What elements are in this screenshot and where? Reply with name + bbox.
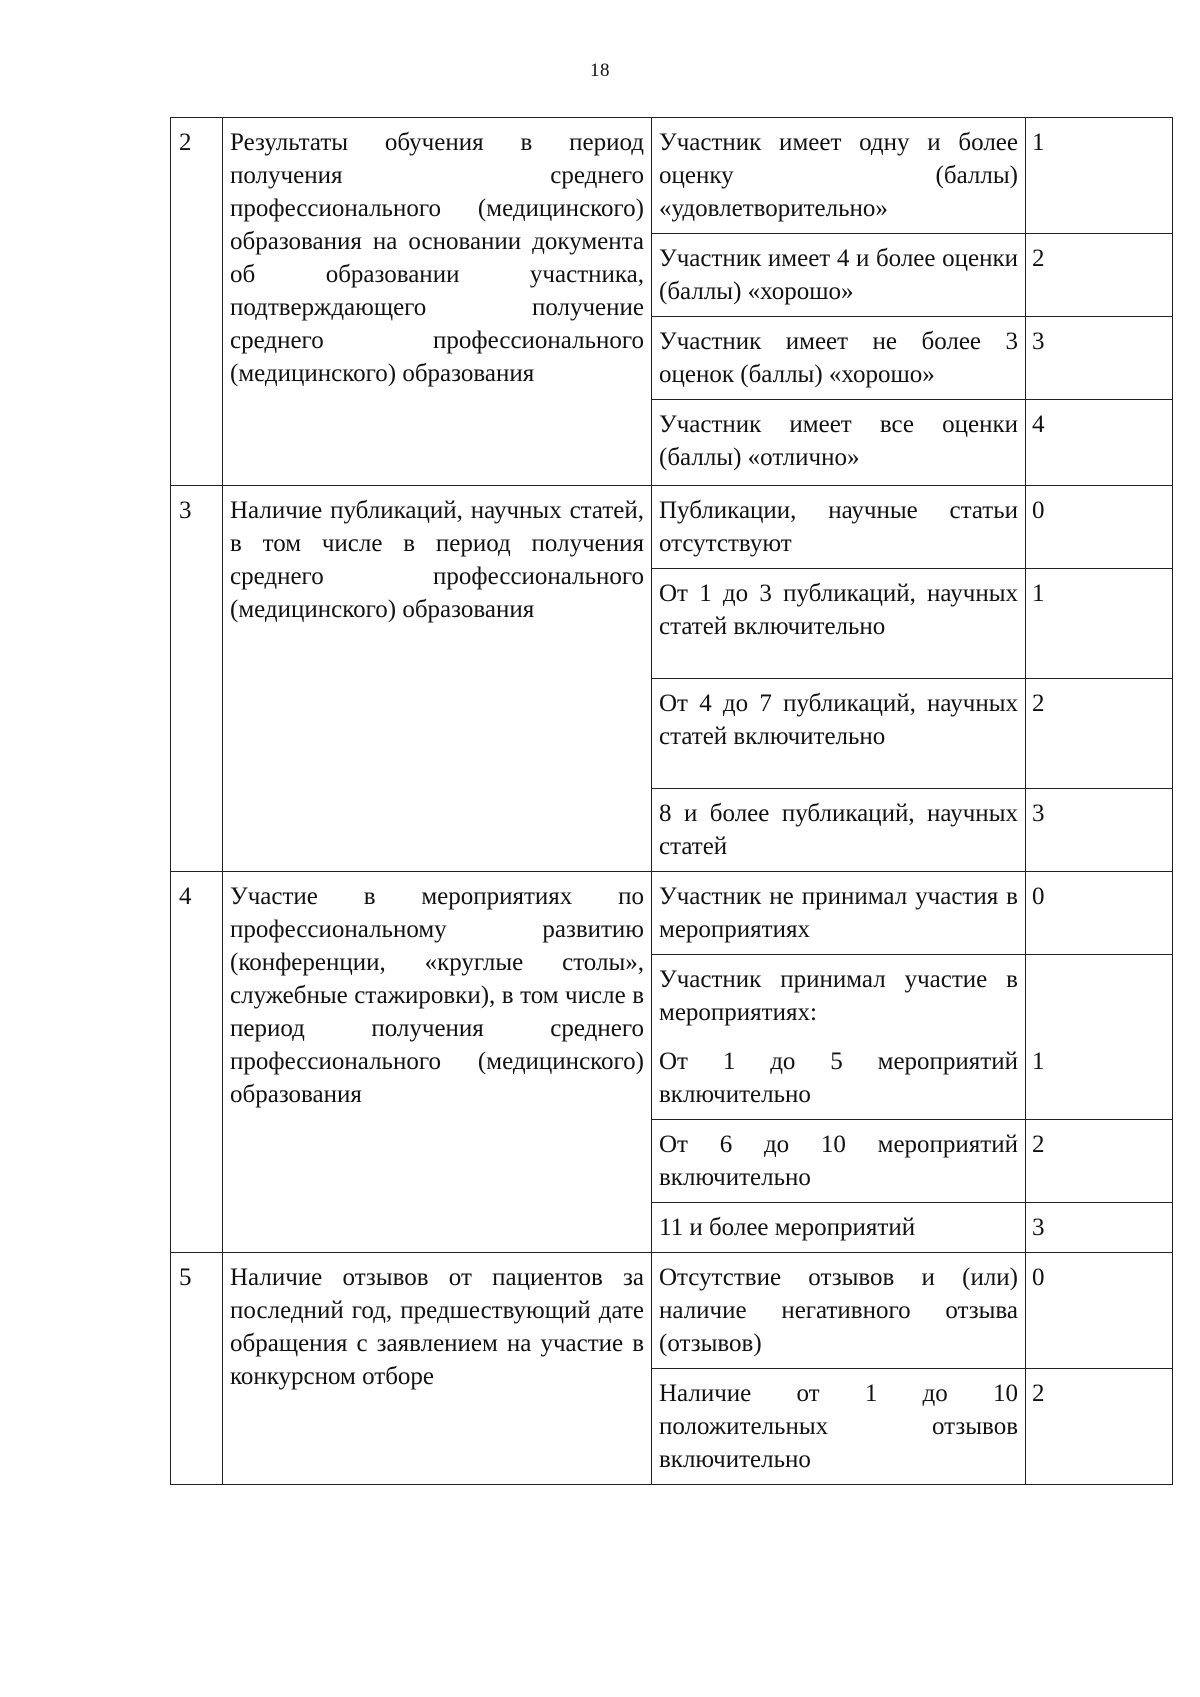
score-cell: 3 (1026, 317, 1173, 400)
score-cell: 1 (1026, 569, 1173, 679)
score-cell: 3 (1026, 789, 1173, 872)
criterion-text: Результаты обучения в период получения среднего профессионального (медицинского) образования на основании документа об образовании участника, подтверждающего получение среднего профессионального (медицинского) образования (223, 118, 652, 486)
table-row (171, 872, 1173, 955)
criterion-text: Наличие отзывов от пациентов за последний год, предшествующий дате обращения с заявлением на участие в конкурсном отборе (223, 1253, 652, 1485)
condition-cell: Наличие от 1 до 10 положительных отзывов включительно (652, 1369, 1026, 1485)
criterion-text: Наличие публикаций, научных статей, в том числе в период получения среднего профессионального (медицинского) образования (223, 486, 652, 872)
criteria-table (170, 117, 1173, 1485)
score-cell: 1 (1026, 118, 1173, 234)
table-row (171, 1253, 1173, 1369)
condition-cell: Участник принимал участие в мероприятиях: (652, 955, 1026, 1038)
score-cell: 3 (1026, 1203, 1173, 1253)
condition-cell: 8 и более публикаций, научных статей (652, 789, 1026, 872)
score-cell (1026, 955, 1173, 1038)
criterion-number: 2 (171, 118, 223, 486)
condition-cell: От 4 до 7 публикаций, научных статей включительно (652, 679, 1026, 789)
condition-cell: Отсутствие отзывов и (или) наличие негативного отзыва (отзывов) (652, 1253, 1026, 1369)
criterion-text: Участие в мероприятиях по профессиональному развитию (конференции, «круглые столы», служебные стажировки), в том числе в период получения среднего профессионального (медицинского) образования (223, 872, 652, 1253)
criterion-number: 5 (171, 1253, 223, 1485)
score-cell: 0 (1026, 1253, 1173, 1369)
condition-cell: От 1 до 5 мероприятий включительно (652, 1037, 1026, 1120)
score-cell: 0 (1026, 486, 1173, 569)
condition-cell: Участник не принимал участия в мероприятиях (652, 872, 1026, 955)
score-cell: 2 (1026, 679, 1173, 789)
condition-cell: Участник имеет одну и более оценку (баллы) «удовлетворительно» (652, 118, 1026, 234)
table-row (171, 118, 1173, 234)
condition-cell: От 1 до 3 публикаций, научных статей включительно (652, 569, 1026, 679)
criterion-number: 3 (171, 486, 223, 872)
score-cell: 2 (1026, 1369, 1173, 1485)
table-row (171, 486, 1173, 569)
condition-cell: Публикации, научные статьи отсутствуют (652, 486, 1026, 569)
score-cell: 0 (1026, 872, 1173, 955)
condition-cell: Участник имеет все оценки (баллы) «отлично» (652, 400, 1026, 486)
score-cell: 2 (1026, 1120, 1173, 1203)
page-number: 18 (590, 60, 610, 81)
condition-cell: 11 и более мероприятий (652, 1203, 1026, 1253)
score-cell: 4 (1026, 400, 1173, 486)
condition-cell: Участник имеет не более 3 оценок (баллы) «хорошо» (652, 317, 1026, 400)
condition-cell: Участник имеет 4 и более оценки (баллы) «хорошо» (652, 234, 1026, 317)
score-cell: 2 (1026, 234, 1173, 317)
condition-cell: От 6 до 10 мероприятий включительно (652, 1120, 1026, 1203)
criterion-number: 4 (171, 872, 223, 1253)
score-cell: 1 (1026, 1037, 1173, 1120)
